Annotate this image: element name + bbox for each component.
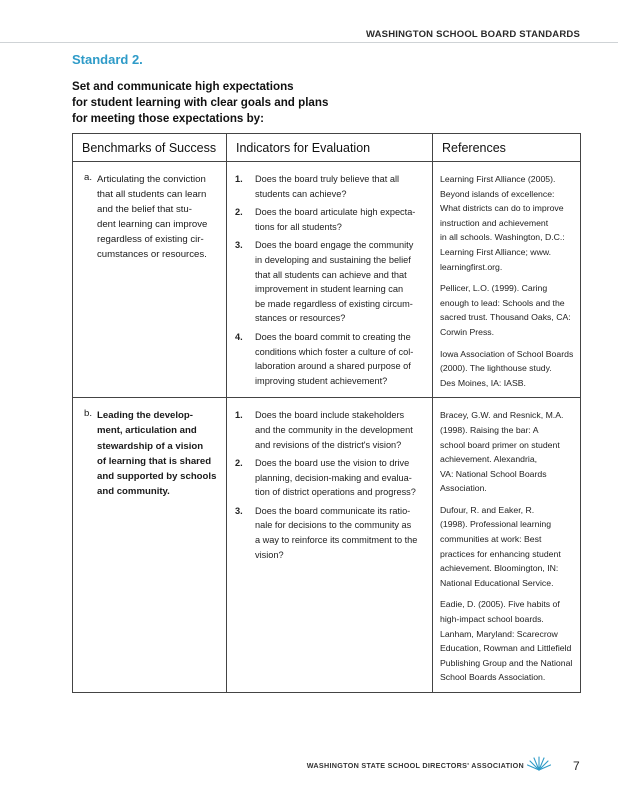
- indicator-line: Does the board include stakeholders: [255, 410, 405, 421]
- sunburst-logo-icon: [526, 754, 552, 772]
- indicator-item: [235, 172, 428, 201]
- table-row: [73, 162, 581, 398]
- table-row: [73, 398, 581, 693]
- reference-line: (1998). Raising the bar: A: [440, 424, 539, 435]
- reference-line: Dufour, R. and Eaker, R.: [440, 504, 535, 515]
- reference-line: Publishing Group and the National: [440, 657, 573, 668]
- footer-organization: WASHINGTON STATE SCHOOL DIRECTORS' ASSOCIATION: [306, 761, 524, 770]
- indicator-line: and the community in the development: [255, 424, 413, 435]
- standard-label: Standard 2.: [72, 52, 143, 67]
- indicator-item: [235, 408, 428, 452]
- reference-line: Learning First Alliance; www.: [440, 246, 552, 257]
- indicator-line: laboration around a shared purpose of: [255, 361, 411, 372]
- reference-line: Learning First Alliance (2005).: [440, 174, 556, 184]
- reference-line: Beyond islands of excellence:: [440, 188, 555, 199]
- column-header-benchmarks: Benchmarks of Success: [73, 134, 227, 162]
- benchmark-line: regardless of existing cir-: [97, 234, 204, 246]
- indicator-number: 3.: [235, 505, 243, 516]
- reference-line: Pellicer, L.O. (1999). Caring: [440, 283, 548, 294]
- indicator-line: and revisions of the district's vision?: [255, 439, 402, 450]
- reference-line: Association.: [440, 483, 487, 494]
- indicator-line: a way to reinforce its commitment to the: [255, 535, 418, 546]
- indicator-line: conditions which foster a culture of col-: [255, 346, 414, 357]
- benchmark-line: ment, articulation and: [97, 425, 197, 437]
- column-header-references: References: [433, 134, 581, 162]
- running-header: WASHINGTON SCHOOL BOARD STANDARDS: [365, 29, 580, 40]
- benchmark-line: dent learning can improve: [97, 219, 208, 231]
- indicator-line: Does the board commit to creating the: [255, 331, 411, 342]
- reference-line: Corwin Press.: [440, 326, 495, 337]
- indicator-line: Does the board use the vision to drive: [255, 458, 410, 469]
- standards-table: [72, 133, 581, 693]
- header-divider: [0, 42, 618, 43]
- benchmark-line: stewardship of a vision: [97, 440, 204, 452]
- benchmark-letter: b.: [84, 408, 93, 420]
- reference-line: achievement. Bloomington, IN:: [440, 563, 559, 574]
- benchmark-cell: [73, 162, 227, 398]
- indicator-item: [235, 456, 428, 500]
- reference-entry: [440, 408, 576, 496]
- reference-line: learningfirst.org.: [440, 261, 503, 272]
- standard-lead-text: [72, 79, 372, 127]
- benchmark-line: Articulating the conviction: [97, 174, 206, 185]
- indicator-item: [235, 205, 428, 234]
- benchmark-line: cumstances or resources.: [97, 249, 207, 261]
- reference-entry: [440, 172, 576, 274]
- reference-line: enough to lead: Schools and the: [440, 297, 565, 308]
- reference-entry: [440, 503, 576, 591]
- references-cell: [433, 398, 581, 693]
- reference-line: Eadie, D. (2005). Five habits of: [440, 599, 560, 610]
- reference-line: Iowa Association of School Boards: [440, 348, 574, 359]
- reference-line: VA: National School Boards: [440, 468, 547, 479]
- page-number: 7: [573, 759, 580, 773]
- reference-entry: [440, 281, 576, 339]
- reference-line: in all schools. Washington, D.C.:: [440, 232, 565, 243]
- indicator-item: [235, 504, 428, 562]
- benchmark-line: and the belief that stu-: [97, 204, 192, 216]
- indicator-line: Does the board articulate high expecta-: [255, 207, 416, 218]
- indicator-line: nale for decisions to the community as: [255, 520, 412, 531]
- indicator-number: 1.: [235, 410, 243, 421]
- reference-line: instruction and achievement: [440, 217, 549, 228]
- indicator-item: [235, 238, 428, 326]
- reference-line: National Educational Service.: [440, 577, 554, 588]
- indicator-number: 2.: [235, 207, 243, 218]
- lead-line: Set and communicate high expectations: [72, 80, 294, 93]
- reference-line: achievement. Alexandria,: [440, 454, 538, 465]
- indicator-line: tions for all students?: [255, 221, 342, 232]
- reference-line: high-impact school boards.: [440, 614, 544, 625]
- indicators-cell: [227, 162, 433, 398]
- benchmark-line: and community.: [97, 485, 170, 497]
- indicator-line: vision?: [255, 549, 284, 560]
- indicator-number: 4.: [235, 331, 243, 342]
- indicator-line: Does the board engage the community: [255, 240, 414, 251]
- indicator-line: students can achieve?: [255, 188, 347, 199]
- reference-line: school board primer on student: [440, 439, 560, 450]
- reference-line: (2000). The lighthouse study.: [440, 363, 552, 374]
- indicator-line: that all students can achieve and that: [255, 269, 407, 280]
- reference-line: Education, Rowman and Littlefield: [440, 643, 572, 654]
- column-header-indicators: Indicators for Evaluation: [227, 134, 433, 162]
- reference-line: (1998). Professional learning: [440, 519, 552, 530]
- indicators-cell: [227, 398, 433, 693]
- reference-line: School Boards Association.: [440, 672, 546, 683]
- reference-line: practices for enhancing student: [440, 548, 561, 559]
- benchmark-line: of learning that is shared: [97, 455, 212, 467]
- reference-entry: [440, 347, 576, 391]
- indicator-line: in developing and sustaining the belief: [255, 254, 411, 265]
- reference-line: sacred trust. Thousand Oaks, CA:: [440, 312, 571, 323]
- indicator-number: 1.: [235, 174, 243, 184]
- reference-line: communities at work: Best: [440, 534, 542, 545]
- indicator-line: improving student achievement?: [255, 375, 388, 386]
- benchmark-line: and supported by schools: [97, 470, 217, 482]
- lead-line: for student learning with clear goals and plans: [72, 96, 329, 109]
- indicator-number: 2.: [235, 458, 243, 469]
- benchmark-letter: a.: [84, 172, 93, 183]
- reference-line: Bracey, G.W. and Resnick, M.A.: [440, 410, 564, 421]
- reference-entry: [440, 597, 576, 685]
- indicator-number: 3.: [235, 240, 243, 251]
- table-header-row: [73, 134, 581, 162]
- indicator-line: stances or resources?: [255, 313, 346, 324]
- reference-line: Lanham, Maryland: Scarecrow: [440, 628, 558, 639]
- indicator-line: planning, decision-making and evalua-: [255, 472, 412, 483]
- reference-line: What districts can do to improve: [440, 203, 564, 214]
- benchmark-line: Leading the develop-: [97, 410, 193, 422]
- reference-line: Des Moines, IA: IASB.: [440, 377, 526, 388]
- references-cell: [433, 162, 581, 398]
- indicator-line: tion of district operations and progress?: [255, 487, 416, 498]
- benchmark-line: that all students can learn: [97, 189, 207, 201]
- indicator-item: [235, 330, 428, 388]
- benchmark-cell: [73, 398, 227, 693]
- indicator-line: Does the board truly believe that all: [255, 174, 400, 184]
- indicator-line: be made regardless of existing circum-: [255, 298, 413, 309]
- indicator-line: Does the board communicate its ratio-: [255, 505, 411, 516]
- lead-line: for meeting those expectations by:: [72, 112, 264, 125]
- indicator-line: improvement in student learning can: [255, 284, 404, 295]
